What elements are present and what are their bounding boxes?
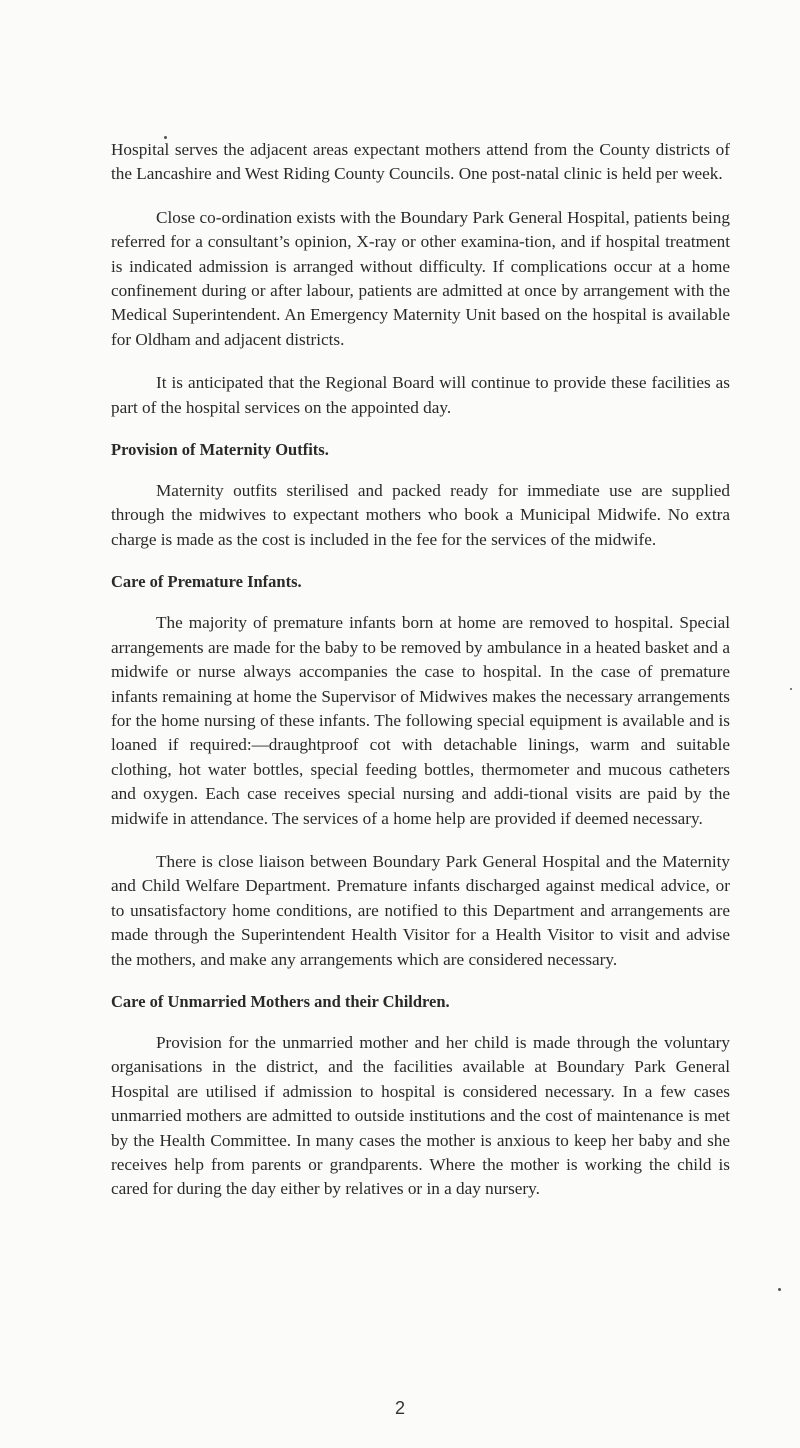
document-body [111,138,730,1221]
heading-maternity-outfits: Provision of Maternity Outfits. [111,440,329,460]
heading-premature-infants: Care of Premature Infants. [111,572,302,592]
paragraph-unmarried-mothers: Provision for the unmarried mother and her child is made through the voluntary organisations in the district, and the facilities available at Boundary Park General Hospital are utilised if admission to hospital is considered necessary. In a few cases unmarried mothers are admitted to outside institutions and the cost of maintenance is met by the Health Committee. In many cases the mother is anxious to keep her baby and she receives help from parents or grandparents. Where the mother is working the child is cared for during the day either by relatives or in a day nursery. [111,1032,730,1199]
scan-speck [790,688,792,690]
paragraph-co-ordination: Close co-ordination exists with the Boundary Park General Hospital, patients being referred for a consultant’s opinion, X-ray or other examina-tion, and if hospital treatment is indicated admission is arranged without difficulty. If complications occur at a home confinement during or after labour, patients are admitted at once by arrangement with the Medical Superintendent. An Emergency Maternity Unit based on the hospital is available for Oldham and adjacent districts. [111,207,730,349]
paragraph-regional-board: It is anticipated that the Regional Board will continue to provide these facilities as part of the hospital services on the appointed day. [111,373,730,417]
paragraph-premature-infants: The majority of premature infants born at home are removed to hospital. Special arrangements are made for the baby to be removed by ambulance in a heated basket and a midwife or nurse always accompanies the case to hospital. In the case of premature infants remaining at home the Supervisor of Midwives makes the necessary arrangements for the home nursing of these infants. The following special equipment is available and is loaned if required:—draughtproof cot with detachable linings, warm and suitable clothing, hot water bottles, special feeding bottles, thermometer and mucous catheters and oxygen. Each case receives special nursing and addi-tional visits are paid by the midwife in attendance. The services of a home help are provided if deemed necessary. [111,613,730,828]
scan-speck [778,1288,781,1291]
heading-unmarried-mothers: Care of Unmarried Mothers and their Children. [111,991,450,1011]
paragraph-liaison: There is close liaison between Boundary Park General Hospital and the Maternity and Child Welfare Department. Premature infants discharged against medical advice, or to unsatisfactory home conditions, are notified to this Department and arrangements are made through the Superintendent Health Visitor for a Health Visitor to visit and advise the mothers, and make any arrangements which are considered necessary. [111,851,730,969]
page-number: 2 [394,1398,405,1418]
paragraph-maternity-outfits: Maternity outfits sterilised and packed ready for immediate use are supplied through the midwives to expectant mothers who book a Municipal Midwife. No extra charge is made as the cost is included in the fee for the services of the midwife. [111,481,730,549]
paragraph-hospital-services: Hospital serves the adjacent areas expectant mothers attend from the County districts of the Lancashire and West Riding County Councils. One post-natal clinic is held per week. [111,140,730,184]
